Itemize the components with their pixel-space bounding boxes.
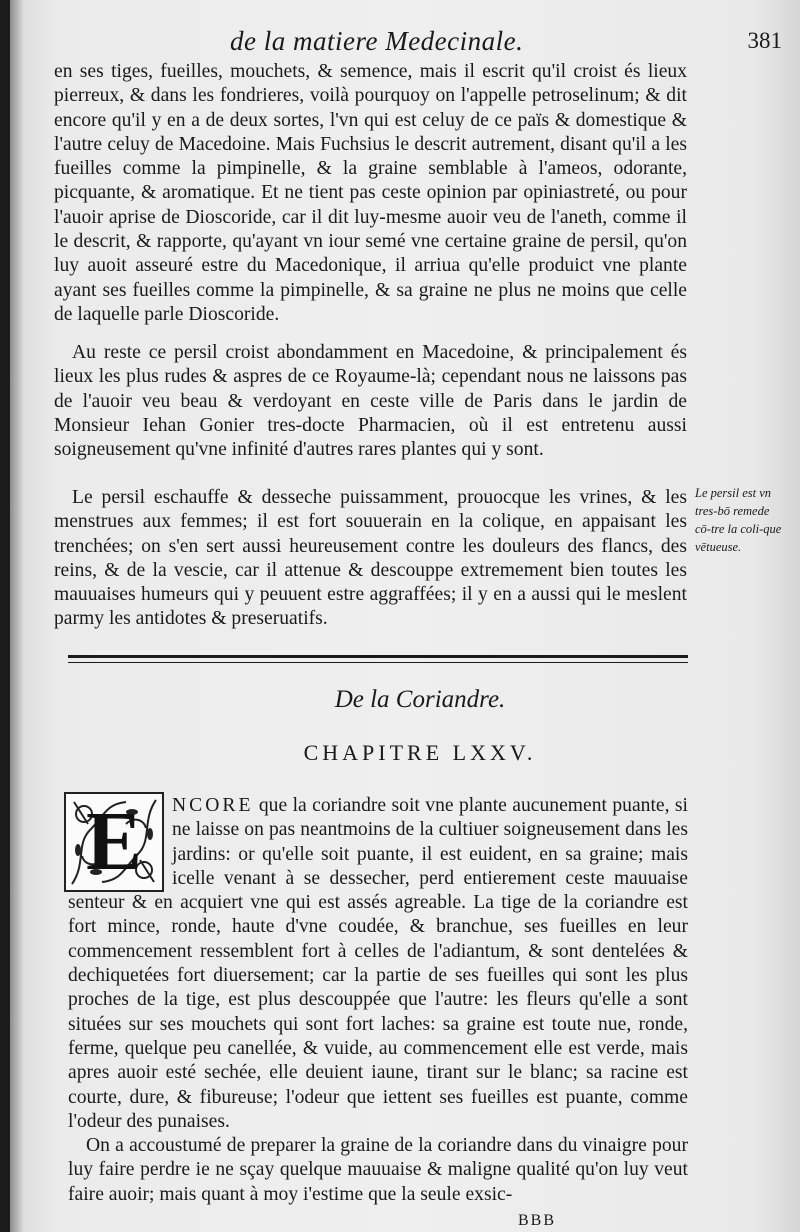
chapter-paragraph-1 xyxy=(68,794,688,1134)
signature-mark: BBB xyxy=(518,1212,557,1229)
chapter-opening-word: NCORE xyxy=(172,795,254,816)
drop-cap-letter: E xyxy=(85,795,143,888)
chapter-body xyxy=(68,794,688,1207)
section-title: De la Coriandre. xyxy=(334,686,506,713)
paragraph-3 xyxy=(54,486,687,632)
margin-note: Le persil est vn tres-bō remede cō-tre la coli-que vētueuse. xyxy=(695,486,782,554)
chapter-heading: CHAPITRE LXXV. xyxy=(303,740,537,765)
paragraph-2-text: Au reste ce persil croist abondamment en Macedoine, & principalement és lieux les plus rudes & aspres de ce Royaume-là; cependant nous ne laissons pas de l'auoir veu beau & verdoyant en ceste ville de Paris dans le jardin de Monsieur Iehan Gonier tres-docte Pharmacien, où il est entretenu aussi soigneusement qu'vne infinité d'autres rares plantes qui y sont. xyxy=(54,342,687,461)
page-number: 381 xyxy=(747,28,782,53)
running-title: de la matiere Medecinale. xyxy=(230,26,524,56)
paragraph-2 xyxy=(54,341,687,462)
chapter-paragraph-2: On a accoustumé de preparer la graine de la coriandre dans du vinaigre pour luy faire perdre ie ne sçay quelque mauuaise & maligne qualité qu'on luy veut faire auoir; mais quant à moy i'estime que la seule exsic- xyxy=(68,1135,688,1205)
page-header xyxy=(10,26,800,62)
book-page xyxy=(10,0,800,1232)
gutter-shadow xyxy=(10,0,24,1232)
section-rule-thin xyxy=(68,662,688,663)
chapter-paragraph-1-text: que la coriandre soit vne plante aucunement puante, si ne laisse on pas neantmoins de la cultiuer soigneusement dans les jardins: or qu'elle soit puante, il est euident, en sa graine; mais icelle venant à se dessecher, perd entierement ceste mauuaise senteur & en acquiert vne qui est assés agreable. La tige de la coriandre est fort mince, ronde, haute d'vne coudée, & branchue, ses fueilles en leur commencement ressemblent fort à celles de l'adiantum, & sont dentelées & dechiquetées fort diuersement; car la partie de ses fueilles qui sont les plus proches de la tige, est plus descouppée que l'autre: les fleurs qu'elle a sont situées sur ses mouchets qui sont fort laches: sa graine est toute nue, ronde, ferme, quelque peu canellée, & vuide, au commencement elle est verde, mais apres auoir esté sechée, elle deuient iaune, tirant sur le blanc; sa racine est courte, dure, & fibureuse; l'odeur que iettent ses fueilles est puante, comme l'odeur des punaises. xyxy=(68,795,688,1132)
drop-cap-space xyxy=(68,794,172,890)
paragraph-3-text: Le persil eschauffe & desseche puissamment, prouocque les vrines, & les menstrues aux femmes; il est fort souuerain en la colique, en appaisant les trenchées; on s'en sert aussi heureusement contre les douleurs des flancs, des reins, & de la vescie, car il attenue & descouppe extremement bien toutes les mauuaises humeurs qui y peuuent estre aggraffées; il y en a aussi qui le meslent parmy les antidotes & preseruatifs. xyxy=(54,487,687,630)
section-rule-thick xyxy=(68,655,688,658)
paragraph-1 xyxy=(54,60,687,327)
paragraph-1-text: en ses tiges, fueilles, mouchets, & semence, mais il escrit qu'il croist és lieux pierreux, & dans les fondrieres, voilà pourquoy on l'appelle petroselinum; & dit encore qu'il y en a de deux sortes, l'vn qui est celuy de ce païs & domestique & l'autre celuy de Macedoine. Mais Fuchsius le descrit autrement, disant qu'il a les fueilles comme la pimpinelle, & la graine semblable à l'ameos, odorante, picquante, & aromatique. Et ne tient pas ceste opinion par opiniastreté, ou pour l'auoir aprise de Dioscoride, car il dit luy-mesme auoir veu de l'aneth, comme il le descrit, & rapporte, qu'ayant vn iour semé vne certaine graine de persil, qu'on luy auoit asseuré estre du Macedonique, il arriua qu'elle produict vne plante ayant ses fueilles comme la pimpinelle, & sa graine ne plus ne moins que celle de laquelle parle Dioscoride. xyxy=(54,61,687,325)
